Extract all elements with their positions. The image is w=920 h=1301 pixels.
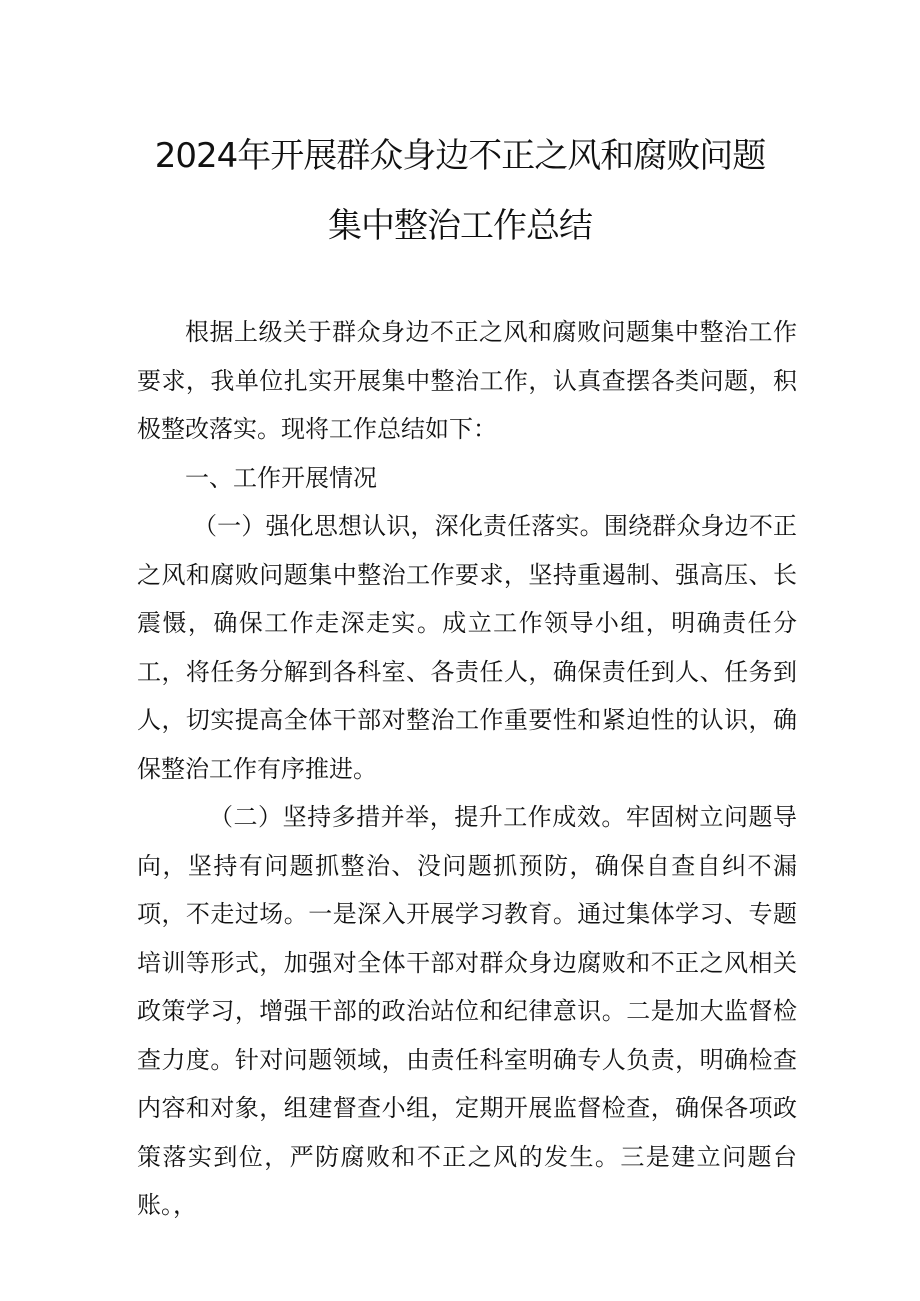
intro-paragraph: 根据上级关于群众身边不正之风和腐败问题集中整治工作要求，我单位扎实开展集中整治工作，认真查摆各类问题，积极整改落实。现将工作总结如下： — [137, 318, 797, 443]
document-title-line-2: 集中整治工作总结 — [328, 206, 592, 246]
document-body — [137, 308, 797, 1230]
document-title-line-1: 2024年开展群众身边不正之风和腐败问题 — [154, 136, 766, 176]
subsection-paragraph-1: （一）强化思想认识，深化责任落实。围绕群众身边不正之风和腐败问题集中整治工作要求，坚持重遏制、强高压、长震慑，确保工作走深走实。成立工作领导小组，明确责任分工，将任务分解到各科室、各责任人，确保责任到人、任务到人，切实提高全体干部对整治工作重要性和紧迫性的认识，确保整治工作有序推进。 — [137, 512, 797, 783]
section-heading: 一、工作开展情况 — [185, 463, 377, 492]
subsection-paragraph-2: （二）坚持多措并举，提升工作成效。牢固树立问题导向，坚持有问题抓整治、没问题抓预防，确保自查自纠不漏项，不走过场。一是深入开展学习教育。通过集体学习、专题培训等形式，加强对全体干部对群众身边腐败和不正之风相关政策学习，增强干部的政治站位和纪律意识。二是加大监督检查力度。针对问题领域，由责任科室明确专人负责，明确检查内容和对象，组建督查小组，定期开展监督检查，确保各项政策落实到位，严防腐败和不正之风的发生。三是建立问题台账。， — [137, 803, 797, 1219]
